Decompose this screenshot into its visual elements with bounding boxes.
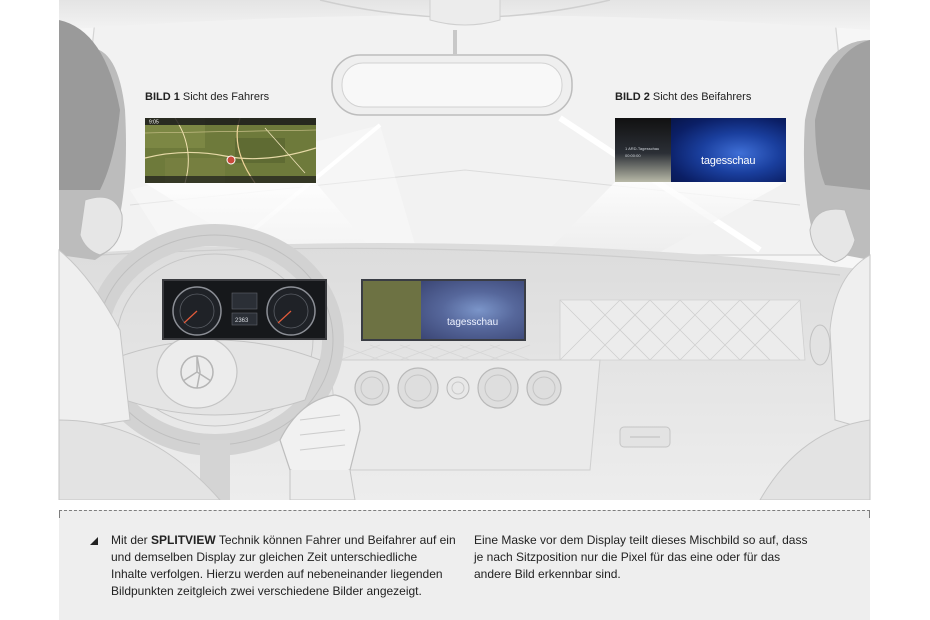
- caption-2-label: BILD 2: [615, 91, 650, 103]
- tv-clock-label: 00:00:00: [625, 153, 641, 158]
- caption-1-text: Sicht des Fahrers: [182, 91, 270, 103]
- center-splitview-display: [361, 279, 526, 341]
- triangle-bullet-icon: [90, 537, 98, 545]
- description-paragraph-1: [111, 532, 456, 600]
- para-1-rest: Technik können Fahrer und Beifahrer auf ein und demselben Display zur gleichen Zeit unterschiedliche Inhalte verfolgen. Hierzu werden auf nebeneinander liegenden Bildpunkten zeitgleich zwei verschiedene Bilder angezeigt.: [111, 533, 456, 598]
- center-tagesschau-logo: tagesschau: [447, 317, 499, 328]
- center-tv-part: [421, 281, 526, 339]
- tagesschau-logo: tagesschau: [701, 155, 756, 167]
- driver-map-screen: [145, 118, 316, 183]
- caption-passenger-view: [615, 91, 751, 103]
- divider-corner-right: [869, 510, 870, 518]
- caption-driver-view: [145, 91, 269, 103]
- para-1-prefix: Mit der: [111, 533, 148, 547]
- cluster-graphic: [164, 281, 325, 338]
- caption-1-label: BILD 1: [145, 91, 180, 103]
- dashed-divider: [59, 510, 870, 511]
- instrument-cluster: [162, 279, 327, 340]
- caption-2-text: Sicht des Beifahrers: [652, 91, 752, 103]
- center-map-part: [363, 281, 421, 339]
- passenger-tv-screen: [615, 118, 786, 182]
- divider-corner-left: [59, 510, 60, 518]
- map-time: 9:05: [149, 119, 159, 126]
- splitview-term: SPLITVIEW: [151, 533, 216, 547]
- tv-picture: [671, 118, 786, 182]
- description-paragraph-2: Eine Maske vor dem Display teilt dieses Mischbild so auf, dass je nach Sitzposition nur die Pixel für das eine oder für das andere Bild erkennbar sind.: [474, 533, 808, 581]
- map-graphic: [145, 118, 316, 183]
- tv-info-panel: [615, 118, 671, 182]
- odometer-value: 2363: [235, 318, 249, 324]
- tv-channel-label: 1 ARD-Tagesschau: [625, 146, 660, 151]
